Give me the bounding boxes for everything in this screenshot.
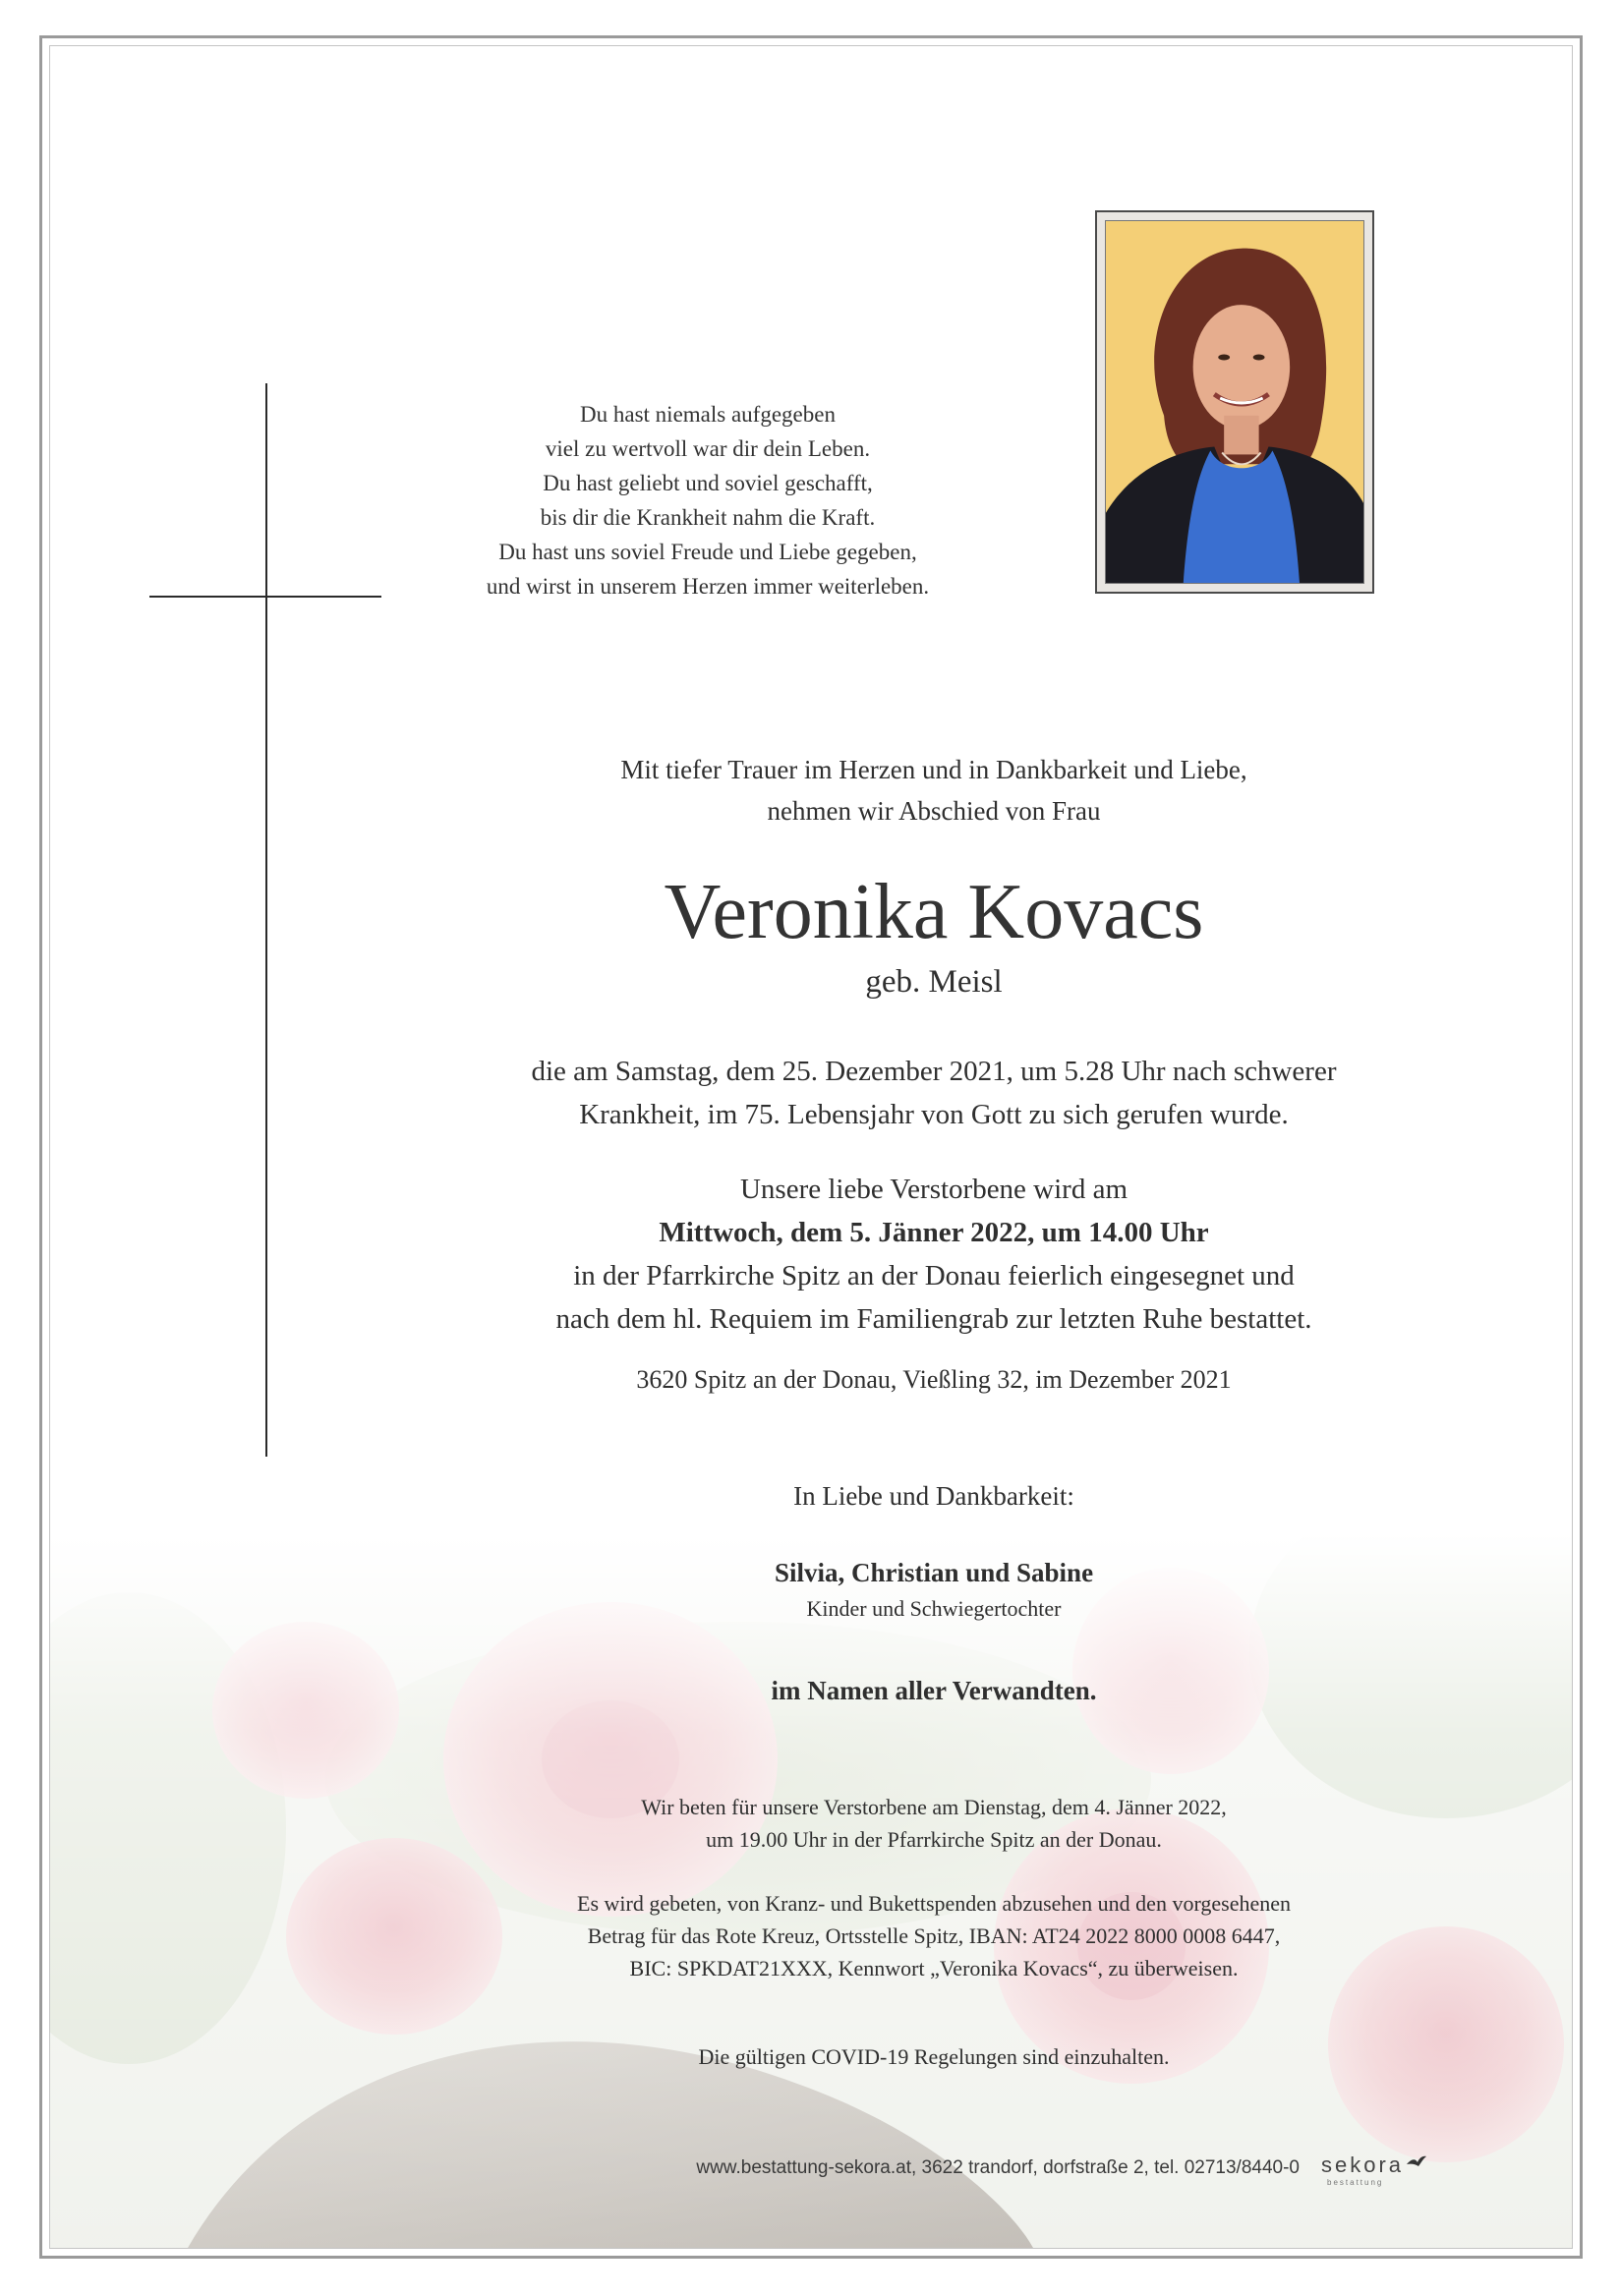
logo-text: sekora bbox=[1321, 2152, 1405, 2177]
cross-vertical-bar bbox=[265, 383, 267, 1457]
poem-line: bis dir die Krankheit nahm die Kraft. bbox=[540, 505, 876, 530]
intro-text bbox=[383, 749, 1484, 832]
donation-line: BIC: SPKDAT21XXX, Kennwort „Veronika Kovacs“, zu überweisen. bbox=[629, 1956, 1239, 1980]
death-line: die am Samstag, dem 25. Dezember 2021, um 5.28 Uhr nach schwerer bbox=[531, 1056, 1337, 1087]
relatives-line: im Namen aller Verwandten. bbox=[771, 1676, 1097, 1705]
poem-line: und wirst in unserem Herzen immer weiterleben. bbox=[486, 574, 930, 599]
portrait-frame bbox=[1095, 210, 1374, 594]
donation-info bbox=[383, 1887, 1484, 1984]
poem-line: Du hast niemals aufgegeben bbox=[580, 402, 836, 427]
poem-line: Du hast uns soviel Freude und Liebe gegeben, bbox=[498, 540, 917, 564]
portrait-photo bbox=[1105, 220, 1364, 584]
funeral-date: Mittwoch, dem 5. Jänner 2022, um 14.00 Uhr bbox=[659, 1217, 1209, 1248]
death-line: Krankheit, im 75. Lebensjahr von Gott zu sich gerufen wurde. bbox=[579, 1099, 1289, 1130]
funeral-info bbox=[383, 1168, 1484, 1341]
funeral-line: nach dem hl. Requiem im Familiengrab zur letzten Ruhe bestattet. bbox=[555, 1303, 1312, 1335]
rosary-line: um 19.00 Uhr in der Pfarrkirche Spitz an der Donau. bbox=[706, 1827, 1162, 1852]
poem-line: Du hast geliebt und soviel geschafft, bbox=[543, 471, 873, 495]
intro-line: nehmen wir Abschied von Frau bbox=[767, 796, 1101, 826]
cross-horizontal-bar bbox=[149, 596, 381, 598]
poem bbox=[433, 397, 983, 603]
logo-subtext: bestattung bbox=[1327, 2178, 1384, 2187]
place-date: 3620 Spitz an der Donau, Vießling 32, im Dezember 2021 bbox=[636, 1365, 1232, 1394]
family-names: Silvia, Christian und Sabine bbox=[774, 1558, 1094, 1587]
funeral-line: in der Pfarrkirche Spitz an der Donau feierlich eingesegnet und bbox=[573, 1260, 1295, 1292]
funeral-line: Unsere liebe Verstorbene wird am bbox=[739, 1174, 1128, 1205]
deceased-name: Veronika Kovacs bbox=[664, 869, 1204, 955]
sekora-logo bbox=[1321, 2152, 1429, 2196]
family-relation: Kinder und Schwiegertochter bbox=[806, 1596, 1062, 1621]
donation-line: Betrag für das Rote Kreuz, Ortsstelle Spitz, IBAN: AT24 2022 8000 0008 6447, bbox=[587, 1923, 1281, 1948]
rosary-info bbox=[383, 1791, 1484, 1856]
death-notice bbox=[383, 1050, 1484, 1136]
intro-line: Mit tiefer Trauer im Herzen und in Dankbarkeit und Liebe, bbox=[620, 755, 1247, 784]
covid-notice: Die gültigen COVID-19 Regelungen sind einzuhalten. bbox=[698, 2044, 1170, 2069]
footer-contact: www.bestattung-sekora.at, 3622 trandorf, dorfstraße 2, tel. 02713/8440-0 bbox=[696, 2157, 1300, 2178]
bird-icon bbox=[1406, 2154, 1427, 2170]
closing-love: In Liebe und Dankbarkeit: bbox=[793, 1481, 1074, 1511]
donation-line: Es wird gebeten, von Kranz- und Bukettspenden abzusehen und den vorgesehenen bbox=[577, 1891, 1291, 1916]
rosary-line: Wir beten für unsere Verstorbene am Dienstag, dem 4. Jänner 2022, bbox=[641, 1795, 1227, 1819]
poem-line: viel zu wertvoll war dir dein Leben. bbox=[545, 436, 871, 461]
birth-name: geb. Meisl bbox=[865, 964, 1003, 1000]
